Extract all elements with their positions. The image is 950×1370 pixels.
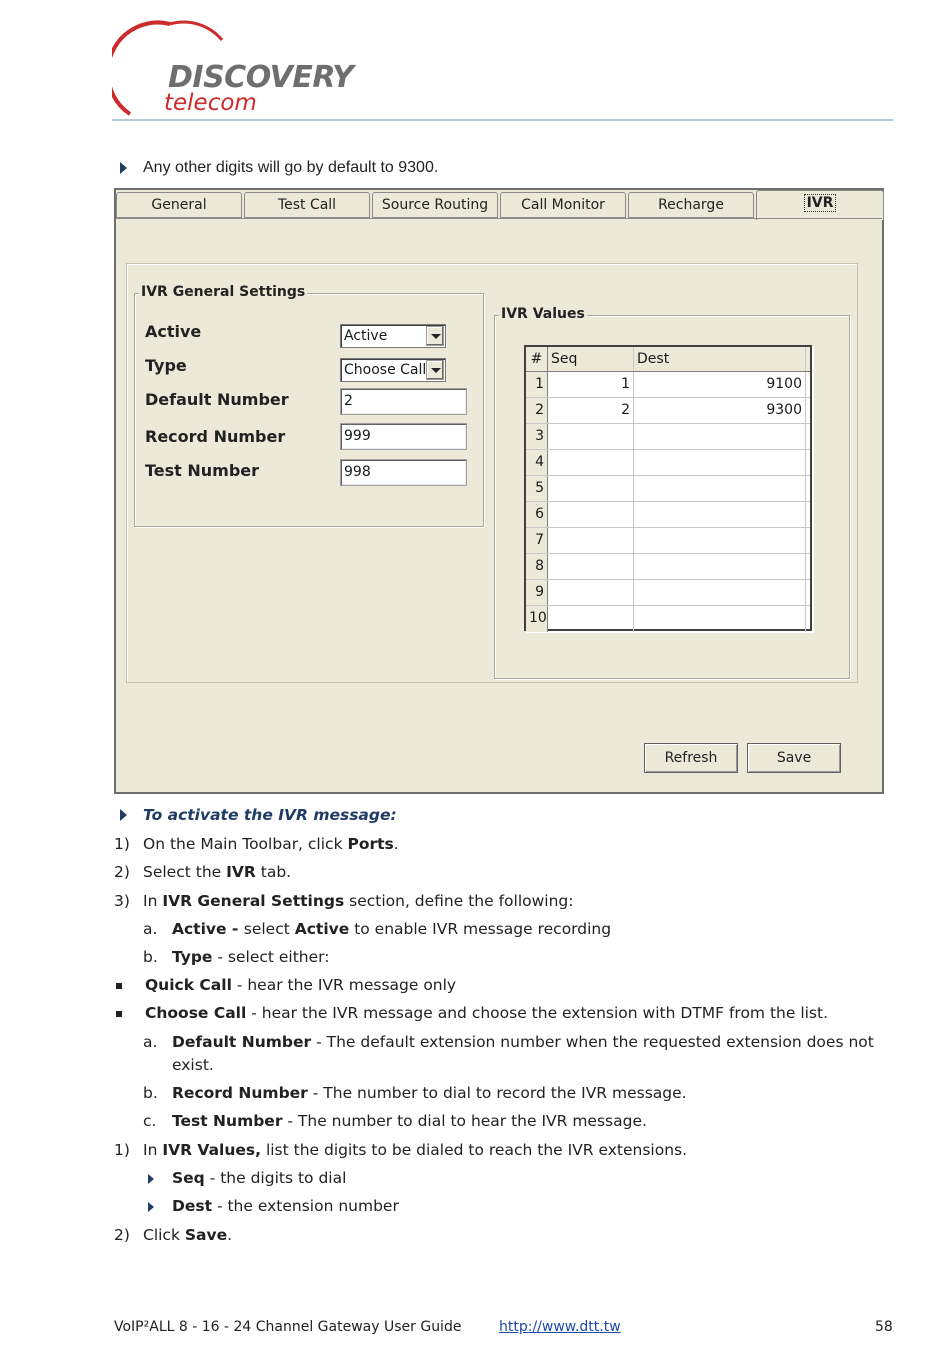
step-bold: IVR bbox=[226, 863, 256, 881]
step-bold: Active - bbox=[172, 920, 244, 938]
step-text: - hear the IVR message only bbox=[231, 976, 457, 994]
square-bullet-icon bbox=[116, 1011, 122, 1017]
ivr-general-settings-group bbox=[134, 284, 484, 527]
step-bold: Save bbox=[184, 1226, 228, 1244]
sub-letter: c. bbox=[143, 1112, 157, 1130]
page-number: 58 bbox=[875, 1319, 893, 1335]
group-title: IVR General Settings bbox=[141, 284, 306, 300]
step-bold: Test Number bbox=[172, 1112, 283, 1130]
step-text: . bbox=[227, 1226, 233, 1244]
test-number-label: Test Number bbox=[145, 461, 260, 480]
step-text: Select the bbox=[143, 863, 227, 881]
row-number: 10 bbox=[526, 606, 548, 632]
step-text: to enable IVR message recording bbox=[349, 920, 612, 938]
tab-label: Recharge bbox=[658, 197, 724, 213]
group-title: IVR Values bbox=[501, 306, 585, 322]
row-number: 6 bbox=[526, 502, 548, 527]
footer-title: VoIP²ALL 8 - 16 - 24 Channel Gateway User Guide bbox=[114, 1319, 462, 1335]
refresh-button[interactable]: Refresh bbox=[644, 743, 738, 773]
table-row[interactable] bbox=[526, 372, 810, 398]
step-bold: Record Number bbox=[172, 1084, 308, 1102]
dest-cell[interactable]: 9100 bbox=[634, 372, 806, 397]
step-bold: Quick Call bbox=[145, 976, 232, 994]
step-text: select bbox=[243, 920, 295, 938]
dest-cell[interactable] bbox=[634, 502, 806, 527]
bullet-arrow-icon bbox=[120, 809, 127, 821]
section-heading-text: To activate the IVR message: bbox=[143, 806, 397, 824]
seq-cell[interactable]: 1 bbox=[548, 372, 634, 397]
step-number: 2) bbox=[114, 1226, 130, 1244]
sub-letter: a. bbox=[143, 920, 158, 938]
footer-link[interactable]: http://www.dtt.tw bbox=[499, 1319, 621, 1335]
chevron-down-icon[interactable] bbox=[426, 360, 444, 380]
seq-cell[interactable] bbox=[548, 606, 634, 632]
col-header-seq[interactable]: Seq bbox=[548, 347, 634, 371]
record-number-label: Record Number bbox=[145, 427, 286, 446]
table-row[interactable] bbox=[526, 580, 810, 606]
row-number: 4 bbox=[526, 450, 548, 475]
step-text: Click bbox=[143, 1226, 185, 1244]
step-bold: Active bbox=[294, 920, 350, 938]
tab-call-monitor[interactable] bbox=[500, 192, 626, 218]
row-number: 3 bbox=[526, 424, 548, 449]
table-row[interactable] bbox=[526, 398, 810, 424]
intro-bullet bbox=[120, 159, 438, 177]
step-number: 1) bbox=[114, 1141, 130, 1159]
tab-general[interactable] bbox=[116, 192, 242, 218]
ivr-values-grid[interactable] bbox=[524, 345, 812, 631]
ports-dialog bbox=[114, 188, 884, 794]
table-row[interactable] bbox=[526, 528, 810, 554]
step-text: - The number to dial to record the IVR message. bbox=[307, 1084, 687, 1102]
tab-recharge[interactable] bbox=[628, 192, 754, 218]
tab-source-routing[interactable] bbox=[372, 192, 498, 218]
ivr-tab-panel bbox=[116, 218, 882, 792]
step-bold: IVR Values, bbox=[162, 1141, 262, 1159]
default-number-label: Default Number bbox=[145, 390, 289, 409]
seq-cell[interactable] bbox=[548, 476, 634, 501]
tab-label: Test Call bbox=[277, 197, 337, 213]
bullet-dest bbox=[0, 1197, 950, 1217]
dest-cell[interactable] bbox=[634, 476, 806, 501]
step-text: - hear the IVR message and choose the extension with DTMF from the list. bbox=[246, 1004, 829, 1022]
step-bold: Type bbox=[172, 948, 213, 966]
discovery-telecom-logo bbox=[112, 10, 372, 120]
row-number: 8 bbox=[526, 554, 548, 579]
type-dropdown-value: Choose Call bbox=[344, 362, 427, 378]
tab-ivr[interactable] bbox=[756, 190, 884, 220]
step-text: - the extension number bbox=[212, 1197, 399, 1215]
record-number-field[interactable]: 999 bbox=[340, 423, 467, 450]
bullet-arrow-icon bbox=[148, 1202, 154, 1212]
step-bold: Seq bbox=[172, 1169, 205, 1187]
dest-cell[interactable] bbox=[634, 424, 806, 449]
sub-letter: a. bbox=[143, 1033, 158, 1051]
tab-strip bbox=[116, 190, 884, 218]
step-bold: Dest bbox=[172, 1197, 213, 1215]
table-row[interactable] bbox=[526, 424, 810, 450]
seq-cell[interactable] bbox=[548, 450, 634, 475]
type-label: Type bbox=[145, 356, 187, 375]
step-text: - The default extension number when the requested extension does not bbox=[311, 1033, 874, 1051]
active-label: Active bbox=[145, 322, 202, 341]
tab-label: IVR bbox=[804, 194, 837, 212]
step-text: tab. bbox=[255, 863, 292, 881]
dest-cell[interactable] bbox=[634, 580, 806, 605]
row-number: 9 bbox=[526, 580, 548, 605]
sub-letter: b. bbox=[143, 948, 158, 966]
step-text: In bbox=[143, 1141, 163, 1159]
chevron-down-icon[interactable] bbox=[426, 326, 444, 346]
square-bullet-icon bbox=[116, 983, 122, 989]
step-bold: Default Number bbox=[172, 1033, 312, 1051]
step-text: - the digits to dial bbox=[204, 1169, 347, 1187]
seq-cell[interactable] bbox=[548, 502, 634, 527]
dest-cell[interactable] bbox=[634, 606, 806, 632]
dest-cell[interactable] bbox=[634, 450, 806, 475]
active-dropdown-value: Active bbox=[344, 328, 388, 344]
bullet-seq bbox=[0, 1169, 950, 1189]
seq-cell[interactable]: 2 bbox=[548, 398, 634, 423]
dest-cell[interactable] bbox=[634, 528, 806, 553]
save-button[interactable]: Save bbox=[747, 743, 841, 773]
step-text: - select either: bbox=[212, 948, 330, 966]
table-row[interactable] bbox=[526, 606, 810, 632]
tab-test-call[interactable] bbox=[244, 192, 370, 218]
table-row[interactable] bbox=[526, 502, 810, 528]
default-number-field[interactable]: 2 bbox=[340, 388, 467, 415]
intro-text: Any other digits will go by default to 9300. bbox=[143, 159, 439, 176]
step-number: 3) bbox=[114, 892, 130, 910]
seq-cell[interactable] bbox=[548, 554, 634, 579]
row-number: 1 bbox=[526, 372, 548, 397]
col-header-number: # bbox=[526, 347, 548, 371]
step-text: list the digits to be dialed to reach the IVR extensions. bbox=[261, 1141, 688, 1159]
step-number: 1) bbox=[114, 835, 130, 853]
step-text: - The number to dial to hear the IVR message. bbox=[282, 1112, 647, 1130]
seq-cell[interactable] bbox=[548, 528, 634, 553]
step-bold: IVR General Settings bbox=[162, 892, 345, 910]
tab-label: Call Monitor bbox=[521, 197, 605, 213]
dest-cell[interactable] bbox=[634, 554, 806, 579]
step-number: 2) bbox=[114, 863, 130, 881]
seq-cell[interactable] bbox=[548, 424, 634, 449]
type-dropdown[interactable] bbox=[340, 358, 446, 382]
bullet-quick-call bbox=[0, 976, 950, 996]
row-number: 2 bbox=[526, 398, 548, 423]
table-row[interactable] bbox=[526, 476, 810, 502]
table-row[interactable] bbox=[526, 450, 810, 476]
step-bold: Choose Call bbox=[145, 1004, 247, 1022]
section-heading bbox=[120, 806, 397, 824]
step-text: . bbox=[393, 835, 399, 853]
logo-subtitle: telecom bbox=[164, 90, 257, 116]
logo-wordmark: DISCOVERY bbox=[168, 60, 354, 95]
dest-cell[interactable]: 9300 bbox=[634, 398, 806, 423]
test-number-field[interactable]: 998 bbox=[340, 459, 467, 486]
step-text: In bbox=[143, 892, 163, 910]
bullet-arrow-icon bbox=[120, 162, 127, 174]
row-number: 5 bbox=[526, 476, 548, 501]
seq-cell[interactable] bbox=[548, 580, 634, 605]
col-header-dest[interactable]: Dest bbox=[634, 347, 806, 371]
row-number: 7 bbox=[526, 528, 548, 553]
header-divider bbox=[112, 119, 893, 121]
step-bold: Ports bbox=[347, 835, 394, 853]
tab-label: General bbox=[151, 197, 207, 213]
sub-letter: b. bbox=[143, 1084, 158, 1102]
table-row[interactable] bbox=[526, 554, 810, 580]
bullet-choose-call bbox=[0, 1004, 950, 1024]
bullet-arrow-icon bbox=[148, 1174, 154, 1184]
active-dropdown[interactable] bbox=[340, 324, 446, 348]
step-text: section, define the following: bbox=[344, 892, 574, 910]
step-text: exist. bbox=[172, 1056, 214, 1074]
tab-label: Source Routing bbox=[381, 197, 489, 213]
step-text: On the Main Toolbar, click bbox=[143, 835, 348, 853]
grid-header bbox=[526, 347, 810, 372]
